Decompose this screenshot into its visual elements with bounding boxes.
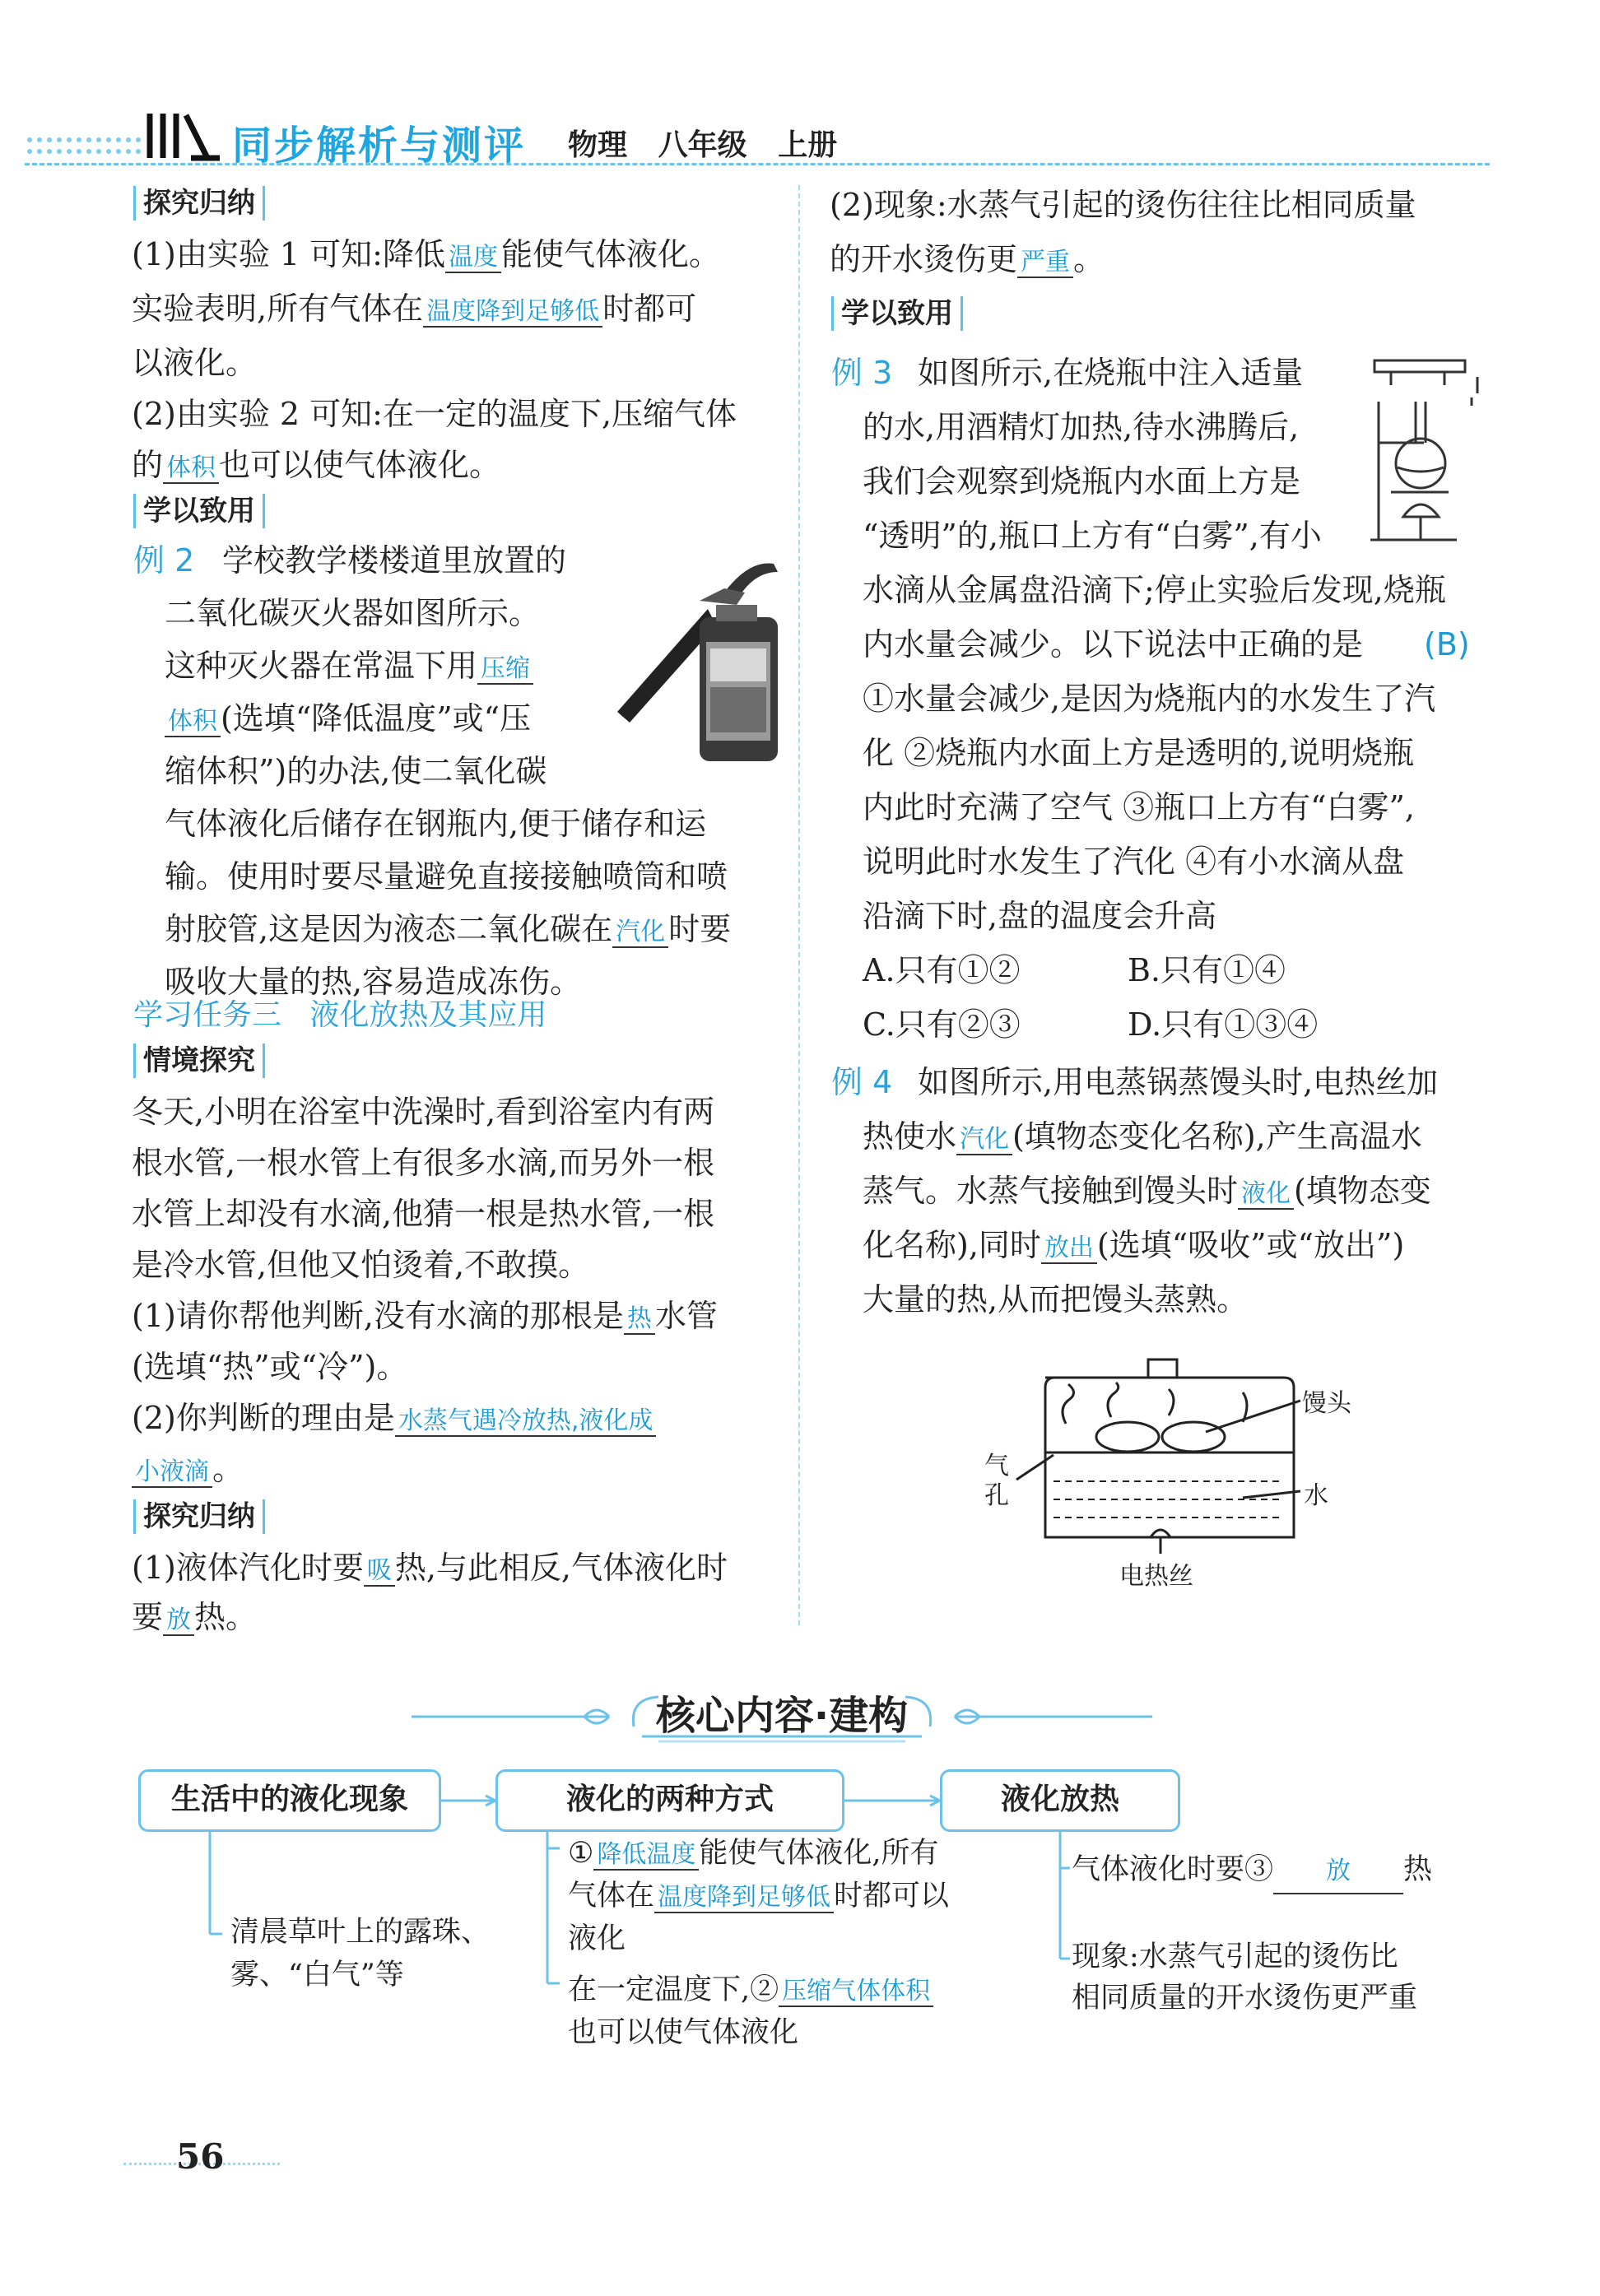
sum1-line5: 的 体积 也可以使气体液化。 (132, 447, 501, 483)
section-tag-scene: 情境探究 (132, 1040, 267, 1081)
ex2-line5: 缩体积”)的办法,使二氧化碳 (165, 753, 547, 789)
scene-line6: (选填“热”或“冷”)。 (132, 1349, 408, 1385)
ex3-line2: 的水,用酒精灯加热,待水沸腾后, (863, 409, 1300, 445)
ex2-line8: 射胶管,这是因为液态二氧化碳在 汽化 时要 (165, 911, 732, 947)
map-method2-line1: 在一定温度下,② 压缩气体体积 (568, 1968, 933, 2013)
map-box-heat-release: 液化放热 (940, 1769, 1180, 1832)
label-bun: 馒头 (1302, 1389, 1351, 1418)
fire-extinguisher-image (601, 543, 790, 774)
sum2-line1: (1)液体汽化时要 吸 热,与此相反,气体液化时 (132, 1550, 728, 1586)
example-4-label: 例 4 (831, 1064, 893, 1100)
series-title: 同步解析与测评 (232, 123, 527, 169)
label-heater: 电热丝 (1119, 1562, 1193, 1591)
scene-line7: (2)你判断的理由是 水蒸气遇冷放热,液化成 (132, 1391, 656, 1448)
label-air-hole-2: 孔 (984, 1481, 1009, 1510)
sum1-line4: (2)由实验 2 可知:在一定的温度下,压缩气体 (132, 396, 737, 432)
section-tag-summary-2: 探究归纳 (132, 1496, 267, 1537)
scene-line8: 小液滴 。 (132, 1442, 244, 1499)
ex3-line8: 化 ②烧瓶内水面上方是透明的,说明烧瓶 (863, 735, 1415, 771)
ex3-line3: 我们会观察到烧瓶内水面上方是 (863, 463, 1301, 500)
label-air-hole-1: 气 (984, 1452, 1009, 1480)
sum2-line2: 要 放 热。 (132, 1599, 258, 1635)
scene-line2: 根水管,一根水管上有很多水滴,而另外一根 (132, 1145, 715, 1181)
ex2-line9: 吸收大量的热,容易造成冻伤。 (165, 964, 582, 1000)
ex3-line7: ①水量会减少,是因为烧瓶内的水发生了汽 (863, 681, 1436, 717)
map-method2-line2: 也可以使气体液化 (568, 2016, 799, 2049)
map-method1-line2: 气体在 温度降到足够低 时都可以 (568, 1880, 950, 1913)
scene-line5: (1)请你帮他判断,没有水滴的那根是 热 水管 (132, 1298, 718, 1334)
ex3-line4: “透明”的,瓶口上方有“白雾”,有小 (863, 518, 1322, 554)
map-box-two-methods: 液化的两种方式 (495, 1769, 844, 1832)
scene-line1: 冬天,小明在浴室中洗澡时,看到浴室内有两 (132, 1094, 715, 1130)
header (25, 99, 1572, 173)
example-2-label: 例 2 (133, 542, 195, 579)
map-box-phenomena: 生活中的液化现象 (138, 1769, 441, 1832)
ex3-line9: 内此时充满了空气 ③瓶口上方有“白雾”, (863, 789, 1416, 825)
volume: 上册 (778, 128, 838, 162)
subject: 物理 (568, 128, 628, 162)
sum1-line1: (1)由实验 1 可知:降低 温度 能使气体液化。 (132, 236, 720, 272)
ex3-line1: 如图所示,在烧瓶中注入适量 (918, 355, 1304, 391)
ex3-answer: (B) (1424, 626, 1470, 662)
ex2-line6: 气体液化后储存在钢瓶内,便于储存和运 (165, 806, 707, 842)
ex2-line1: 学校教学楼楼道里放置的 (222, 542, 567, 579)
ex4-line5: 大量的热,从而把馒头蒸熟。 (863, 1281, 1249, 1318)
ex4-line3: 蒸气。水蒸气接触到馒头时 液化 (填物态变 (863, 1173, 1431, 1209)
ex3-line6: 内水量会减少。以下说法中正确的是 (863, 626, 1364, 662)
grade: 八年级 (658, 128, 747, 162)
map-heat-line1: 气体液化时要③ 放 热 (1072, 1848, 1432, 1894)
example-3-label: 例 3 (831, 355, 893, 391)
sum1-line3: 以液化。 (132, 345, 258, 381)
ex2-line4: 体积 (选填“降低温度”或“压 (165, 691, 531, 749)
ex3-option-b: B.只有①④ (1128, 952, 1286, 988)
map-heat-line3: 相同质量的开水烫伤更严重 (1072, 1982, 1418, 2015)
flask-apparatus-image (1366, 352, 1490, 550)
ex4-line4: 化名称),同时 放出 (选填“吸收”或“放出”) (863, 1227, 1405, 1263)
right-line2: 的开水烫伤更 严重 。 (830, 241, 1105, 277)
ex3-option-a: A.只有①② (863, 952, 1021, 988)
ex2-line7: 输。使用时要尽量避免直接接触喷筒和喷 (165, 858, 728, 895)
page-number: 56 (176, 2136, 225, 2177)
ex4-line1: 如图所示,用电蒸锅蒸馒头时,电热丝加 (918, 1064, 1439, 1100)
sum1-line2: 实验表明,所有气体在 温度降到足够低 时都可 (132, 290, 697, 327)
ex4-line2: 热使水 汽化 (填物态变化名称),产生高温水 (863, 1118, 1422, 1155)
dots-decoration (25, 132, 148, 165)
map-heat-line2: 现象:水蒸气引起的烫伤比 (1072, 1940, 1398, 1973)
scene-line3: 水管上却没有水滴,他猜一根是热水管,一根 (132, 1196, 715, 1232)
task3-heading: 学习任务三 液化放热及其应用 (133, 998, 547, 1032)
ex2-line3: 这种灭火器在常温下用 压缩 (165, 639, 533, 696)
map-example-line2: 雾、“白气”等 (230, 1959, 404, 1992)
ex3-line5: 水滴从金属盘沿滴下;停止实验后发现,烧瓶 (863, 572, 1446, 608)
ex3-option-c: C.只有②③ (863, 1006, 1021, 1043)
books-logo-icon (142, 107, 224, 165)
ex3-option-d: D.只有①③④ (1128, 1006, 1319, 1043)
column-divider (798, 185, 800, 1625)
right-line1: (2)现象:水蒸气引起的烫伤往往比相同质量 (830, 187, 1416, 223)
subject-line (568, 122, 837, 164)
core-banner (412, 1679, 1152, 1753)
scene-line4: 是冷水管,但他又怕烫着,不敢摸。 (132, 1247, 590, 1283)
section-tag-apply-1: 学以致用 (132, 490, 267, 532)
section-tag-apply-2: 学以致用 (830, 293, 965, 334)
section-tag-summary-1: 探究归纳 (132, 183, 267, 224)
steamer-diagram (971, 1350, 1366, 1597)
header-rule (25, 163, 1490, 165)
map-method1-line1: ① 降低温度 能使气体液化,所有 (568, 1837, 939, 1870)
label-water: 水 (1304, 1481, 1328, 1510)
core-title: 核心内容·建构 (655, 1693, 909, 1739)
ex3-line10: 说明此时水发生了汽化 ④有小水滴从盘 (863, 844, 1405, 880)
map-method1-line3: 液化 (568, 1922, 626, 1955)
ex2-line2: 二氧化碳灭火器如图所示。 (165, 595, 541, 631)
map-example-line1: 清晨草叶上的露珠、 (230, 1916, 491, 1949)
ex3-line11: 沿滴下时,盘的温度会升高 (863, 898, 1217, 934)
